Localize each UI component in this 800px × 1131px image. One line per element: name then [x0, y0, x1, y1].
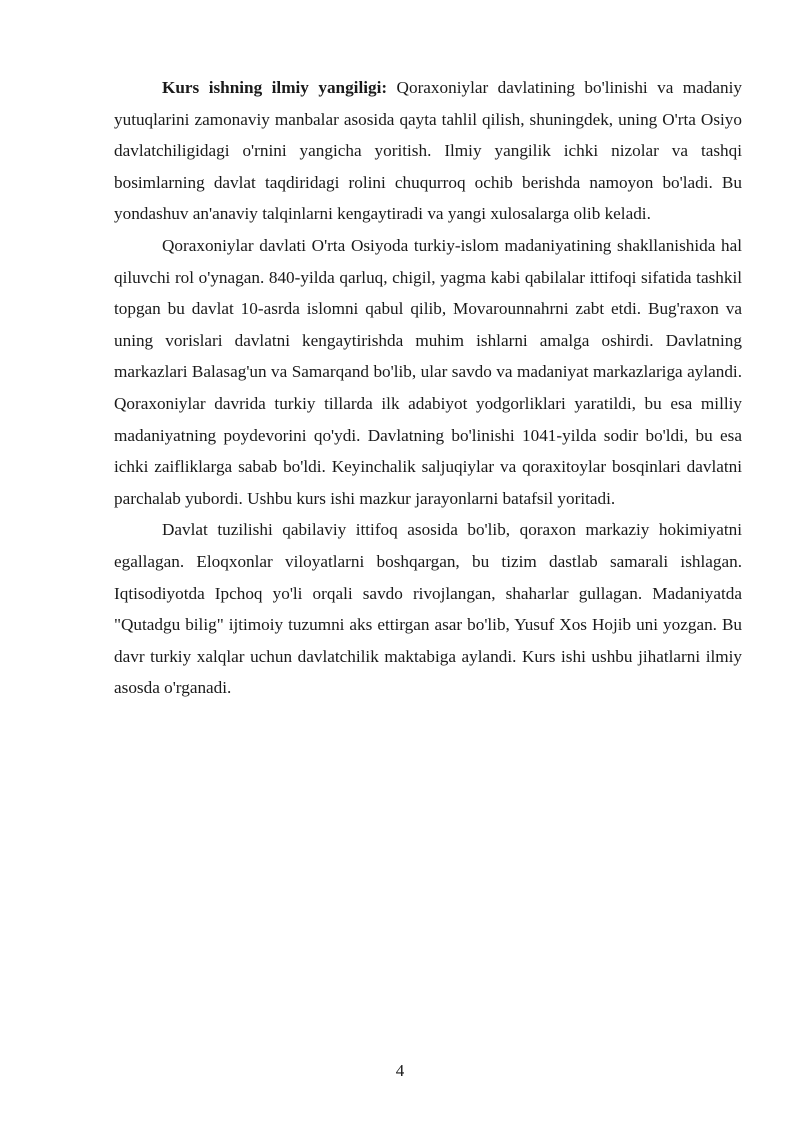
body-text	[114, 72, 742, 704]
paragraph-scientific-novelty	[114, 72, 742, 230]
paragraph-karakhanid-state: Qoraxoniylar davlati O'rta Osiyoda turkiy-islom madaniyatining shakllanishida hal qiluvchi rol o'ynagan. 840-yilda qarluq, chigil, yagma kabi qabilalar ittifoqi sifatida tashkil topgan bu davlat 10-asrda islomni qabul qilib, Movarounnahrni zabt etdi. Bug'raxon va uning vorislari davlatni kengaytirishda muhim ishlarni amalga oshirdi. Davlatning markazlari Balasag'un va Samarqand bo'lib, ular savdo va madaniyat markazlariga aylandi. Qoraxoniylar davrida turkiy tillarda ilk adabiyot yodgorliklari yaratildi, bu esa milliy madaniyatning poydevorini qo'ydi. Davlatning bo'linishi 1041-yilda sodir bo'ldi, bu esa ichki zaifliklarga sabab bo'ldi. Keyinchalik saljuqiylar va qoraxitoylar bosqinlari davlatni parchalab yubordi. Ushbu kurs ishi mazkur jarayonlarni batafsil yoritadi.	[114, 235, 742, 508]
page-number: 4	[395, 1061, 405, 1080]
paragraph-text: Qoraxoniylar davlatining bo'linishi va madaniy yutuqlarini zamonaviy manbalar asosida qayta tahlil qilish, shuningdek, uning O'rta Osiyo davlatchiligidagi o'rnini yangicha yoritish. Ilmiy yangilik ichki nizolar va tashqi bosimlarning davlat taqdiridagi rolini chuqurroq ochib berishda namoyon bo'ladi. Bu yondashuv an'anaviy talqinlarni kengaytiradi va yangi xulosalarga olib keladi.	[114, 78, 742, 224]
paragraph-lead-heading: Kurs ishning ilmiy yangiligi:	[162, 78, 388, 97]
paragraph-state-structure: Davlat tuzilishi qabilaviy ittifoq asosida bo'lib, qoraxon markaziy hokimiyatni egallagan. Eloqxonlar viloyatlarni boshqargan, bu tizim dastlab samarali ishlagan. Iqtisodiyotda Ipchoq yo'li orqali savdo rivojlangan, shaharlar gullagan. Madaniyatda "Qutadgu bilig" ijtimoiy tuzumni aks ettirgan asar bo'lib, Yusuf Xos Hojib uni yozgan. Bu davr turkiy xalqlar uchun davlatchilik maktabiga aylandi. Kurs ishi ushbu jihatlarni ilmiy asosda o'rganadi.	[114, 520, 742, 698]
